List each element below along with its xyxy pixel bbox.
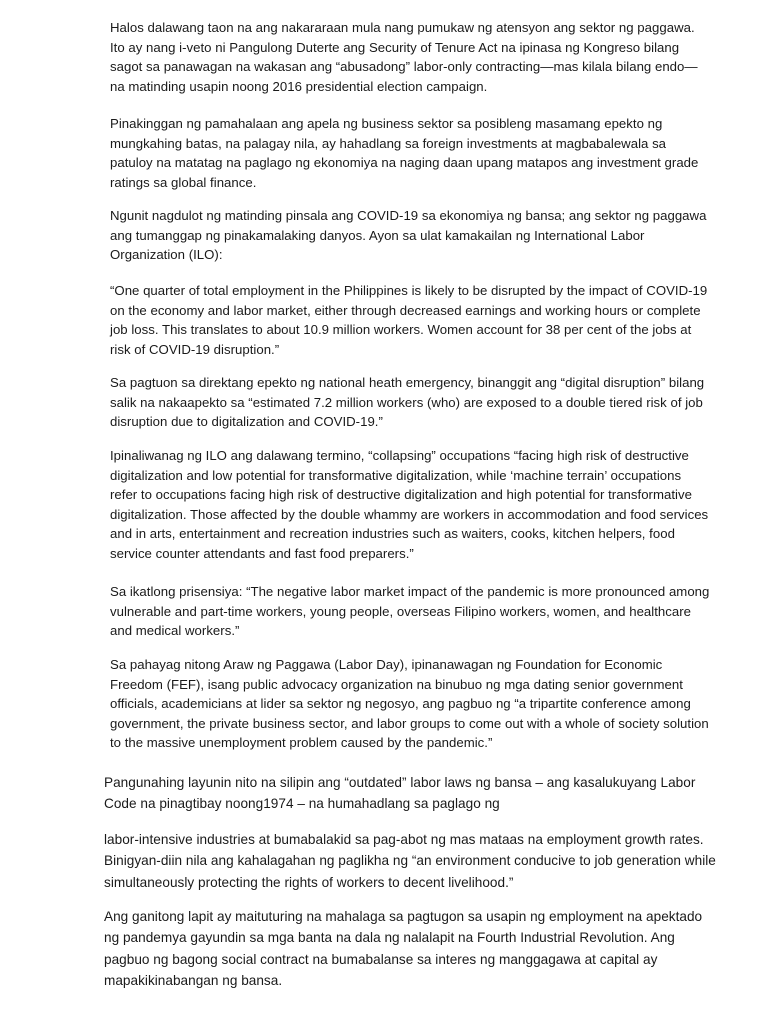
paragraph-1: Halos dalawang taon na ang nakararaan mula nang pumukaw ng atensyon ang sektor ng paggawa. Ito ay nang i-veto ni Pangulong Duterte ang Security of Tenure Act na ipinasa ng Kongreso bilang sagot sa panawagan na wakasan ang “abusadong” labor-only contracting—mas kilala bilang endo—na matinding usapin noong 2016 presidential election campaign. bbox=[110, 20, 698, 94]
paragraph-3: Ngunit nagdulot ng matinding pinsala ang COVID-19 sa ekonomiya ng bansa; ang sektor ng paggawa ang tumanggap ng pinakamalaking danyos. Ayon sa ulat kamakailan ng International Labor Organization (ILO): bbox=[110, 208, 707, 263]
paragraph-9: Pangunahing layunin nito na silipin ang “outdated” labor laws ng bansa – ang kasalukuyang Labor Code na pinagtibay noong1974 – na humahadlang sa paglago ng bbox=[104, 775, 696, 812]
paragraph-8: Sa pahayag nitong Araw ng Paggawa (Labor Day), ipinanawagan ng Foundation for Economic Freedom (FEF), isang public advocacy organization na binubuo ng mga dating senior government officials, academicians at lider sa sektor ng negosyo, ang pagbuo ng “a tripartite conference among government, the private business sector, and labor groups to come out with a whole of society solution to the massive unemployment problem caused by the pandemic.” bbox=[110, 657, 709, 751]
paragraph-4-quote: “One quarter of total employment in the Philippines is likely to be disrupted by the impact of COVID-19 on the economy and labor market, either through decreased earnings and working hours or complete job loss. This translates to about 10.9 million workers. Women account for 38 per cent of the jobs at risk of COVID-19 disruption.” bbox=[110, 283, 708, 357]
paragraph-10: labor-intensive industries at bumabalakid sa pag-abot ng mas mataas na employment growth rates. Binigyan-diin nila ang kahalagahan ng paglikha ng “an environment conducive to job generation while simultaneously protecting the rights of workers to decent livelihood.” bbox=[104, 832, 716, 890]
paragraph-11: Ang ganitong lapit ay maituturing na mahalaga sa pagtugon sa usapin ng employment na apektado ng pandemya gayundin sa mga banta na dala ng nalalapit na Fourth Industrial Revolution. Ang pagbuo ng bagong social contract na bumabalanse sa interes ng manggagawa at capital ay mapakikinabangan ng bansa. bbox=[104, 909, 703, 989]
paragraph-6: Ipinaliwanag ng ILO ang dalawang termino, “collapsing” occupations “facing high risk of destructive digitalization and low potential for transformative digitalization, while ‘machine terrain’ occupations refer to occupations facing high risk of destructive digitalization and high potential for transformative digitalization. Those affected by the double whammy are workers in accommodation and food services and in arts, entertainment and recreation industries such as waiters, cooks, kitchen helpers, food service counter attendants and fast food preparers.” bbox=[110, 448, 709, 561]
paragraph-7: Sa ikatlong prisensiya: “The negative labor market impact of the pandemic is more pronounced among vulnerable and part-time workers, young people, overseas Filipino workers, women, and healthcare and medical workers.” bbox=[110, 584, 710, 639]
paragraph-5: Sa pagtuon sa direktang epekto ng national heath emergency, binanggit ang “digital disruption” bilang salik na nakaapekto sa “estimated 7.2 million workers (who) are exposed to a double tiered risk of job disruption due to digitalization and COVID-19.” bbox=[110, 375, 705, 430]
paragraph-2: Pinakinggan ng pamahalaan ang apela ng business sektor sa posibleng masamang epekto ng mungkahing batas, na palagay nila, ay hahadlang sa foreign investments at magbabalewala sa patuloy na matatag na paglago ng ekonomiya na naging daan upang matapos ang investment grade ratings sa global finance. bbox=[110, 116, 699, 190]
